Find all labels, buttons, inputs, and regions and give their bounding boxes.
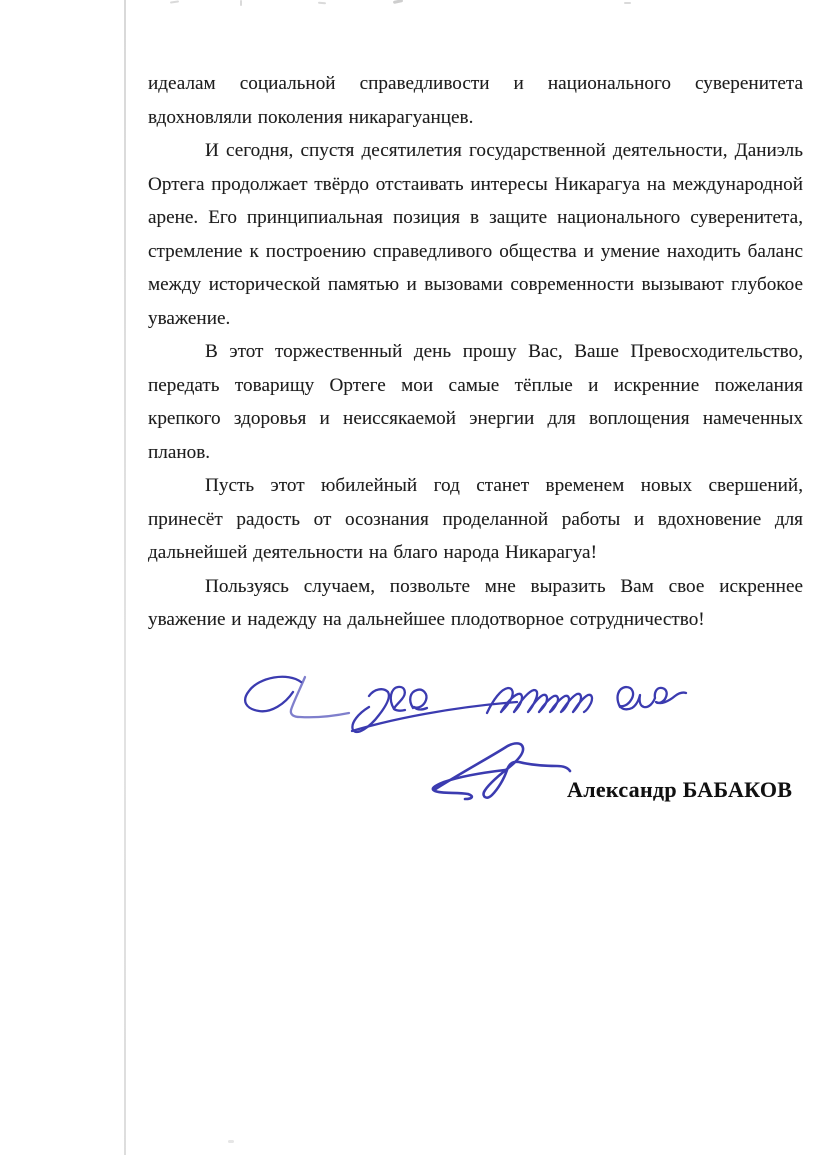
scan-artifact	[624, 2, 631, 4]
scan-artifact	[393, 0, 403, 4]
letter-paragraph: идеалам социальной справедливости и национального суверенитета вдохновляли поколения никарагуанцев.	[148, 73, 803, 128]
handwriting-stroke	[410, 690, 427, 710]
scan-artifact	[240, 0, 242, 6]
signatory-name: Александр БАБАКОВ	[567, 777, 793, 802]
scan-artifact	[228, 1140, 234, 1143]
handwriting-stroke	[618, 687, 686, 709]
handwriting-stroke	[391, 687, 405, 711]
handwriting-stroke	[291, 677, 349, 717]
letter-paragraph: Пользуясь случаем, позвольте мне выразить Вам свое искреннее уважение и надежду на дальнейшее плодотворное сотрудничество!	[148, 575, 803, 630]
scan-artifact	[318, 2, 326, 5]
letter-paragraph: В этот торжественный день прошу Вас, Ваше Превосходительство, передать товарищу Ортеге мои самые тёплые и искренние пожелания крепкого здоровья и неиссякаемой энергии для воплощения намеченных планов.	[148, 341, 803, 463]
letter-body	[148, 67, 803, 637]
handwriting-stroke	[487, 688, 592, 713]
scan-edge-line	[124, 0, 126, 1155]
scan-artifact	[170, 0, 179, 3]
letter-paragraph: И сегодня, спустя десятилетия государственной деятельности, Даниэль Ортега продолжает твёрдо отстаивать интересы Никарагуа на международной арене. Его принципиальная позиция в защите национального суверенитета, стремление к построению справедливого общества и умение находить баланс между исторической памятью и вызовами современности вызывают глубокое уважение.	[148, 140, 803, 329]
letter-paragraph: Пусть этот юбилейный год станет временем новых свершений, принесёт радость от осознания проделанной работы и вдохновение для дальнейшей деятельности на благо народа Никарагуа!	[148, 475, 803, 563]
